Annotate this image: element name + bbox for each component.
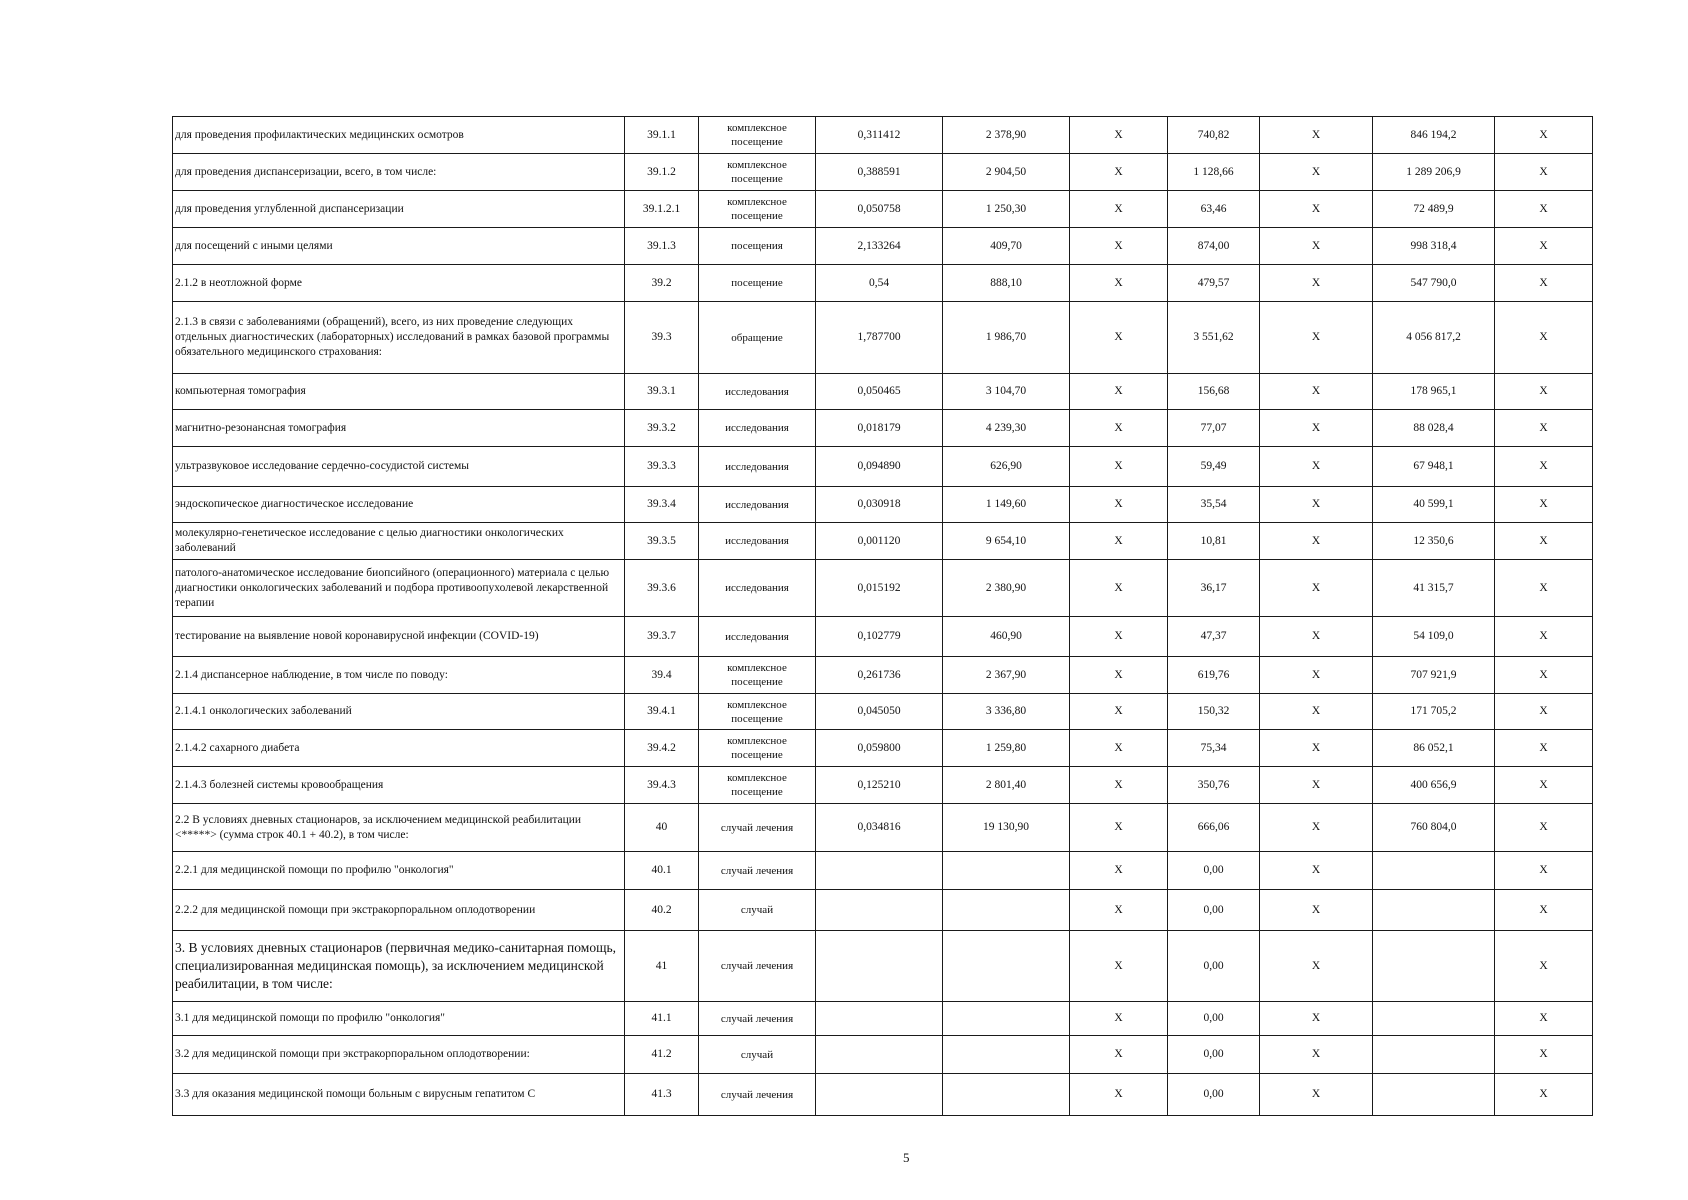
- row-mark: Х: [1495, 302, 1593, 374]
- row-name: молекулярно-генетическое исследование с целью диагностики онкологических заболеваний: [173, 523, 625, 560]
- row-cost: 3 104,70: [943, 374, 1070, 410]
- row-volume: [816, 1002, 943, 1036]
- row-per-capita: 59,49: [1168, 447, 1260, 487]
- row-total: [1373, 852, 1495, 890]
- row-code: 39.1.1: [625, 117, 699, 154]
- row-mark: Х: [1070, 804, 1168, 852]
- table-row: [173, 1002, 1593, 1036]
- row-total: 547 790,0: [1373, 265, 1495, 302]
- row-per-capita: 619,76: [1168, 657, 1260, 694]
- table-row: [173, 302, 1593, 374]
- row-unit: исследования: [699, 487, 816, 523]
- row-mark: Х: [1260, 410, 1373, 447]
- row-total: [1373, 931, 1495, 1002]
- row-mark: Х: [1260, 487, 1373, 523]
- table-row: [173, 730, 1593, 767]
- row-mark: Х: [1070, 730, 1168, 767]
- table-row: [173, 890, 1593, 931]
- row-total: 707 921,9: [1373, 657, 1495, 694]
- row-name: для посещений с иными целями: [173, 228, 625, 265]
- row-per-capita: 47,37: [1168, 617, 1260, 657]
- table-row: [173, 228, 1593, 265]
- row-unit: случай лечения: [699, 1002, 816, 1036]
- row-mark: Х: [1495, 447, 1593, 487]
- row-code: 39.4.2: [625, 730, 699, 767]
- row-per-capita: 156,68: [1168, 374, 1260, 410]
- row-code: 41.3: [625, 1074, 699, 1116]
- row-mark: Х: [1070, 487, 1168, 523]
- row-code: 41: [625, 931, 699, 1002]
- row-unit: комплексное посещение: [699, 657, 816, 694]
- row-total: 1 289 206,9: [1373, 154, 1495, 191]
- row-mark: Х: [1260, 191, 1373, 228]
- row-unit: исследования: [699, 523, 816, 560]
- row-unit: исследования: [699, 447, 816, 487]
- row-mark: Х: [1495, 523, 1593, 560]
- row-mark: Х: [1260, 931, 1373, 1002]
- row-per-capita: 36,17: [1168, 560, 1260, 617]
- row-volume: 0,018179: [816, 410, 943, 447]
- row-name: 2.1.2 в неотложной форме: [173, 265, 625, 302]
- row-cost: [943, 890, 1070, 931]
- row-name: 2.1.3 в связи с заболеваниями (обращений), всего, из них проведение следующих отдельных диагностических (лабораторных) исследований в рамках базовой программы обязательного медицинского страхования:: [173, 302, 625, 374]
- row-mark: Х: [1070, 447, 1168, 487]
- row-unit: комплексное посещение: [699, 154, 816, 191]
- row-volume: 1,787700: [816, 302, 943, 374]
- row-unit: комплексное посещение: [699, 730, 816, 767]
- row-total: [1373, 1074, 1495, 1116]
- row-cost: 2 904,50: [943, 154, 1070, 191]
- row-total: [1373, 1002, 1495, 1036]
- row-cost: [943, 1074, 1070, 1116]
- row-mark: Х: [1495, 154, 1593, 191]
- row-unit: исследования: [699, 617, 816, 657]
- row-cost: [943, 1002, 1070, 1036]
- row-per-capita: 10,81: [1168, 523, 1260, 560]
- row-name: 3. В условиях дневных стационаров (первичная медико-санитарная помощь, специализированная медицинская помощь), за исключением медицинской реабилитации, в том числе:: [173, 931, 625, 1002]
- row-name: 3.2 для медицинской помощи при экстракорпоральном оплодотворении:: [173, 1036, 625, 1074]
- row-cost: [943, 1036, 1070, 1074]
- row-mark: Х: [1070, 767, 1168, 804]
- financing-table: [172, 116, 1593, 1116]
- row-per-capita: 350,76: [1168, 767, 1260, 804]
- row-mark: Х: [1070, 1074, 1168, 1116]
- row-code: 39.1.2: [625, 154, 699, 191]
- table-row: [173, 487, 1593, 523]
- table-row: [173, 657, 1593, 694]
- row-unit: комплексное посещение: [699, 191, 816, 228]
- row-code: 39.4.1: [625, 694, 699, 730]
- table-row: [173, 410, 1593, 447]
- row-mark: Х: [1495, 117, 1593, 154]
- table-row: [173, 617, 1593, 657]
- table-row: [173, 523, 1593, 560]
- row-name: компьютерная томография: [173, 374, 625, 410]
- row-mark: Х: [1070, 374, 1168, 410]
- row-code: 40.1: [625, 852, 699, 890]
- row-code: 39.3.5: [625, 523, 699, 560]
- row-mark: Х: [1495, 804, 1593, 852]
- row-mark: Х: [1260, 1002, 1373, 1036]
- row-mark: Х: [1070, 657, 1168, 694]
- table-row: [173, 931, 1593, 1002]
- row-cost: 409,70: [943, 228, 1070, 265]
- row-cost: [943, 931, 1070, 1002]
- row-code: 41.1: [625, 1002, 699, 1036]
- row-unit: случай: [699, 1036, 816, 1074]
- row-code: 39.3: [625, 302, 699, 374]
- row-volume: 0,54: [816, 265, 943, 302]
- row-mark: Х: [1495, 694, 1593, 730]
- table-row: [173, 1074, 1593, 1116]
- row-mark: Х: [1260, 1036, 1373, 1074]
- row-total: 760 804,0: [1373, 804, 1495, 852]
- row-mark: Х: [1495, 374, 1593, 410]
- row-mark: Х: [1260, 1074, 1373, 1116]
- row-code: 39.3.3: [625, 447, 699, 487]
- row-volume: 0,094890: [816, 447, 943, 487]
- row-code: 39.1.2.1: [625, 191, 699, 228]
- table-row: [173, 374, 1593, 410]
- row-code: 40: [625, 804, 699, 852]
- row-unit: случай лечения: [699, 1074, 816, 1116]
- row-code: 39.1.3: [625, 228, 699, 265]
- row-unit: комплексное посещение: [699, 767, 816, 804]
- row-cost: 1 986,70: [943, 302, 1070, 374]
- table-row: [173, 265, 1593, 302]
- table-row: [173, 447, 1593, 487]
- row-per-capita: 1 128,66: [1168, 154, 1260, 191]
- row-mark: Х: [1495, 931, 1593, 1002]
- row-volume: 0,261736: [816, 657, 943, 694]
- row-mark: Х: [1070, 890, 1168, 931]
- row-volume: [816, 1074, 943, 1116]
- table-row: [173, 191, 1593, 228]
- row-name: эндоскопическое диагностическое исследование: [173, 487, 625, 523]
- row-mark: Х: [1070, 191, 1168, 228]
- row-mark: Х: [1260, 154, 1373, 191]
- row-total: 88 028,4: [1373, 410, 1495, 447]
- row-volume: 0,125210: [816, 767, 943, 804]
- row-mark: Х: [1260, 228, 1373, 265]
- row-mark: Х: [1495, 1074, 1593, 1116]
- row-mark: Х: [1260, 117, 1373, 154]
- row-per-capita: 0,00: [1168, 890, 1260, 931]
- row-mark: Х: [1495, 265, 1593, 302]
- row-per-capita: 35,54: [1168, 487, 1260, 523]
- row-mark: Х: [1495, 730, 1593, 767]
- row-name: для проведения профилактических медицинских осмотров: [173, 117, 625, 154]
- row-cost: 2 380,90: [943, 560, 1070, 617]
- row-per-capita: 666,06: [1168, 804, 1260, 852]
- row-cost: 888,10: [943, 265, 1070, 302]
- row-mark: Х: [1070, 410, 1168, 447]
- row-mark: Х: [1260, 617, 1373, 657]
- row-mark: Х: [1070, 154, 1168, 191]
- row-per-capita: 0,00: [1168, 1002, 1260, 1036]
- row-name: 2.1.4.2 сахарного диабета: [173, 730, 625, 767]
- row-per-capita: 740,82: [1168, 117, 1260, 154]
- row-mark: Х: [1260, 890, 1373, 931]
- row-mark: Х: [1495, 410, 1593, 447]
- row-unit: случай: [699, 890, 816, 931]
- table-row: [173, 767, 1593, 804]
- row-volume: 0,050465: [816, 374, 943, 410]
- row-unit: комплексное посещение: [699, 694, 816, 730]
- row-mark: Х: [1260, 767, 1373, 804]
- row-mark: Х: [1260, 852, 1373, 890]
- row-mark: Х: [1070, 523, 1168, 560]
- row-volume: [816, 1036, 943, 1074]
- row-total: 54 109,0: [1373, 617, 1495, 657]
- row-name: тестирование на выявление новой коронавирусной инфекции (COVID-19): [173, 617, 625, 657]
- row-total: 400 656,9: [1373, 767, 1495, 804]
- row-mark: Х: [1070, 931, 1168, 1002]
- row-mark: Х: [1070, 617, 1168, 657]
- row-cost: 626,90: [943, 447, 1070, 487]
- row-volume: 0,034816: [816, 804, 943, 852]
- row-mark: Х: [1260, 374, 1373, 410]
- row-name: для проведения диспансеризации, всего, в том числе:: [173, 154, 625, 191]
- table-row: [173, 117, 1593, 154]
- row-code: 39.4: [625, 657, 699, 694]
- row-per-capita: 0,00: [1168, 1074, 1260, 1116]
- row-unit: исследования: [699, 374, 816, 410]
- row-cost: 2 378,90: [943, 117, 1070, 154]
- row-mark: Х: [1260, 560, 1373, 617]
- row-code: 39.4.3: [625, 767, 699, 804]
- row-code: 39.3.7: [625, 617, 699, 657]
- row-name: ультразвуковое исследование сердечно-сосудистой системы: [173, 447, 625, 487]
- row-mark: Х: [1260, 447, 1373, 487]
- page-number: 5: [903, 1150, 910, 1165]
- row-name: для проведения углубленной диспансеризации: [173, 191, 625, 228]
- row-cost: 19 130,90: [943, 804, 1070, 852]
- row-volume: 0,102779: [816, 617, 943, 657]
- row-cost: 460,90: [943, 617, 1070, 657]
- row-mark: Х: [1495, 1002, 1593, 1036]
- row-volume: [816, 852, 943, 890]
- row-name: 3.1 для медицинской помощи по профилю "онкология": [173, 1002, 625, 1036]
- row-volume: 0,045050: [816, 694, 943, 730]
- row-per-capita: 77,07: [1168, 410, 1260, 447]
- row-total: [1373, 1036, 1495, 1074]
- row-total: 171 705,2: [1373, 694, 1495, 730]
- row-mark: Х: [1495, 191, 1593, 228]
- row-name: 3.3 для оказания медицинской помощи больным с вирусным гепатитом С: [173, 1074, 625, 1116]
- row-total: 12 350,6: [1373, 523, 1495, 560]
- row-total: [1373, 890, 1495, 931]
- row-per-capita: 0,00: [1168, 852, 1260, 890]
- row-per-capita: 874,00: [1168, 228, 1260, 265]
- table-row: [173, 804, 1593, 852]
- table-row: [173, 852, 1593, 890]
- row-mark: Х: [1070, 694, 1168, 730]
- row-cost: 2 801,40: [943, 767, 1070, 804]
- row-unit: исследования: [699, 560, 816, 617]
- row-unit: комплексное посещение: [699, 117, 816, 154]
- row-volume: 2,133264: [816, 228, 943, 265]
- row-cost: 3 336,80: [943, 694, 1070, 730]
- row-code: 39.3.4: [625, 487, 699, 523]
- row-cost: 1 149,60: [943, 487, 1070, 523]
- row-per-capita: 0,00: [1168, 931, 1260, 1002]
- row-mark: Х: [1260, 657, 1373, 694]
- row-mark: Х: [1495, 487, 1593, 523]
- row-name: патолого-анатомическое исследование биопсийного (операционного) материала с целью диагностики онкологических заболеваний и подбора противоопухолевой лекарственной терапии: [173, 560, 625, 617]
- row-cost: 2 367,90: [943, 657, 1070, 694]
- row-per-capita: 3 551,62: [1168, 302, 1260, 374]
- row-total: 86 052,1: [1373, 730, 1495, 767]
- row-mark: Х: [1260, 694, 1373, 730]
- row-per-capita: 150,32: [1168, 694, 1260, 730]
- row-code: 39.3.1: [625, 374, 699, 410]
- table-row: [173, 154, 1593, 191]
- row-per-capita: 0,00: [1168, 1036, 1260, 1074]
- row-mark: Х: [1070, 302, 1168, 374]
- row-code: 39.3.6: [625, 560, 699, 617]
- row-mark: Х: [1495, 560, 1593, 617]
- row-unit: исследования: [699, 410, 816, 447]
- row-cost: 4 239,30: [943, 410, 1070, 447]
- row-mark: Х: [1070, 560, 1168, 617]
- row-code: 39.3.2: [625, 410, 699, 447]
- row-total: 40 599,1: [1373, 487, 1495, 523]
- row-mark: Х: [1495, 228, 1593, 265]
- row-unit: обращение: [699, 302, 816, 374]
- table-row: [173, 694, 1593, 730]
- row-total: 67 948,1: [1373, 447, 1495, 487]
- row-code: 41.2: [625, 1036, 699, 1074]
- row-name: 2.1.4.3 болезней системы кровообращения: [173, 767, 625, 804]
- row-mark: Х: [1260, 804, 1373, 852]
- row-per-capita: 75,34: [1168, 730, 1260, 767]
- row-mark: Х: [1070, 1036, 1168, 1074]
- row-mark: Х: [1070, 265, 1168, 302]
- row-mark: Х: [1495, 617, 1593, 657]
- row-unit: случай лечения: [699, 852, 816, 890]
- row-total: 178 965,1: [1373, 374, 1495, 410]
- row-mark: Х: [1495, 852, 1593, 890]
- row-name: 2.1.4 диспансерное наблюдение, в том числе по поводу:: [173, 657, 625, 694]
- row-total: 4 056 817,2: [1373, 302, 1495, 374]
- row-cost: [943, 852, 1070, 890]
- row-per-capita: 63,46: [1168, 191, 1260, 228]
- row-mark: Х: [1070, 228, 1168, 265]
- row-volume: 0,388591: [816, 154, 943, 191]
- row-name: 2.1.4.1 онкологических заболеваний: [173, 694, 625, 730]
- row-mark: Х: [1070, 117, 1168, 154]
- row-volume: 0,030918: [816, 487, 943, 523]
- row-volume: 0,050758: [816, 191, 943, 228]
- row-unit: посещение: [699, 265, 816, 302]
- row-mark: Х: [1260, 730, 1373, 767]
- row-name: 2.2 В условиях дневных стационаров, за исключением медицинской реабилитации <*****> (сумма строк 40.1 + 40.2), в том числе:: [173, 804, 625, 852]
- row-volume: 0,001120: [816, 523, 943, 560]
- table-row: [173, 560, 1593, 617]
- row-total: 998 318,4: [1373, 228, 1495, 265]
- row-mark: Х: [1495, 1036, 1593, 1074]
- row-total: 41 315,7: [1373, 560, 1495, 617]
- row-name: 2.2.2 для медицинской помощи при экстракорпоральном оплодотворении: [173, 890, 625, 931]
- row-total: 846 194,2: [1373, 117, 1495, 154]
- row-code: 40.2: [625, 890, 699, 931]
- row-mark: Х: [1495, 767, 1593, 804]
- table-row: [173, 1036, 1593, 1074]
- row-per-capita: 479,57: [1168, 265, 1260, 302]
- row-unit: случай лечения: [699, 931, 816, 1002]
- row-mark: Х: [1070, 852, 1168, 890]
- row-unit: посещения: [699, 228, 816, 265]
- row-name: магнитно-резонансная томография: [173, 410, 625, 447]
- row-volume: 0,015192: [816, 560, 943, 617]
- row-volume: 0,311412: [816, 117, 943, 154]
- row-name: 2.2.1 для медицинской помощи по профилю "онкология": [173, 852, 625, 890]
- row-code: 39.2: [625, 265, 699, 302]
- row-mark: Х: [1260, 265, 1373, 302]
- row-cost: 1 259,80: [943, 730, 1070, 767]
- row-mark: Х: [1070, 1002, 1168, 1036]
- row-mark: Х: [1495, 890, 1593, 931]
- row-mark: Х: [1260, 302, 1373, 374]
- row-total: 72 489,9: [1373, 191, 1495, 228]
- row-cost: 1 250,30: [943, 191, 1070, 228]
- row-unit: случай лечения: [699, 804, 816, 852]
- row-mark: Х: [1495, 657, 1593, 694]
- row-volume: 0,059800: [816, 730, 943, 767]
- row-volume: [816, 931, 943, 1002]
- row-volume: [816, 890, 943, 931]
- row-cost: 9 654,10: [943, 523, 1070, 560]
- row-mark: Х: [1260, 523, 1373, 560]
